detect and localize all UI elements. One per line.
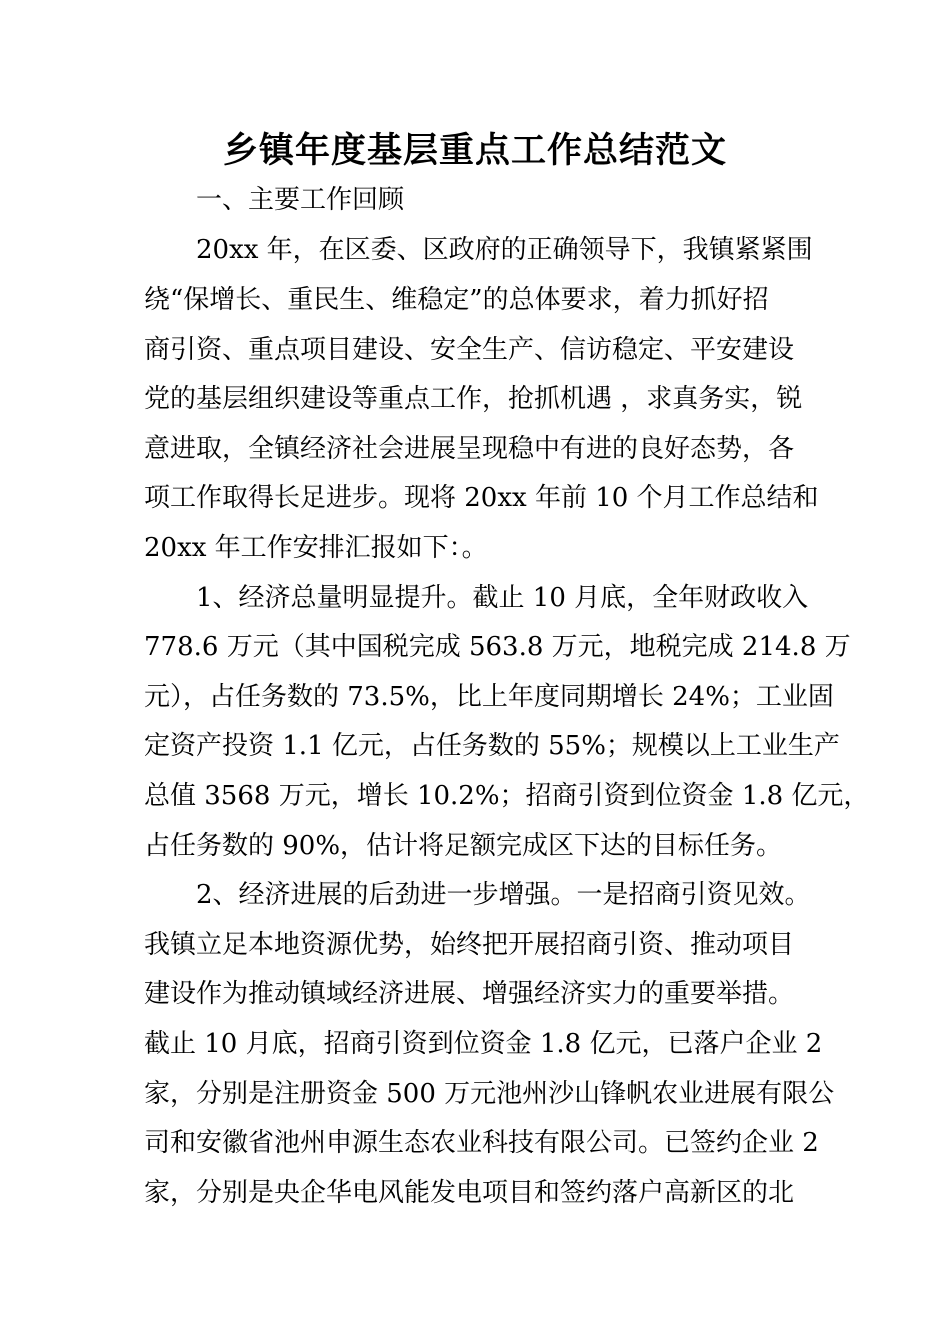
paragraph-line: 2、经济进展的后劲进一步增强。一是招商引资见效。 [196, 880, 811, 910]
section-heading: 一、主要工作回顾 [196, 185, 405, 215]
paragraph-line: 20xx 年，在区委、区政府的正确领导下，我镇紧紧围 [196, 235, 813, 265]
paragraph-line: 778.6 万元（其中国税完成 563.8 万元，地税完成 214.8 万 [144, 632, 851, 662]
paragraph-line: 建设作为推动镇域经济进展、增强经济实力的重要举措。 [144, 979, 795, 1009]
paragraph-line: 党的基层组织建设等重点工作，抢抓机遇 ，求真务实，锐 [144, 384, 803, 414]
paragraph-line: 定资产投资 1.1 亿元，占任务数的 55%；规模以上工业生产 [144, 731, 840, 761]
paragraph-line: 项工作取得长足进步。现将 20xx 年前 10 个月工作总结和 [144, 483, 819, 513]
paragraph-line: 占任务数的 90%，估计将足额完成区下达的目标任务。 [144, 831, 783, 861]
paragraph-line: 商引资、重点项目建设、安全生产、信访稳定、平安建设 [144, 335, 795, 365]
paragraph-line: 1、经济总量明显提升。截止 10 月底，全年财政收入 [196, 583, 809, 613]
paragraph-line: 20xx 年工作安排汇报如下：。 [144, 533, 488, 563]
paragraph-line: 意进取，全镇经济社会进展呈现稳中有进的良好态势，各 [144, 434, 795, 464]
paragraph-line: 总值 3568 万元，增长 10.2%；招商引资到位资金 1.8 亿元， [144, 781, 870, 811]
paragraph-line: 家，分别是央企华电风能发电项目和签约落户高新区的北 [144, 1178, 795, 1208]
document-title: 乡镇年度基层重点工作总结范文 [222, 131, 727, 171]
paragraph-line: 绕“保增长、重民生、维稳定”的总体要求，着力抓好招 [144, 285, 769, 315]
paragraph-line: 司和安徽省池州申源生态农业科技有限公司。已签约企业 2 [144, 1128, 819, 1158]
paragraph-line: 截止 10 月底，招商引资到位资金 1.8 亿元，已落户企业 2 [144, 1029, 823, 1059]
paragraph-line: 家，分别是注册资金 500 万元池州沙山锋帆农业进展有限公 [144, 1079, 835, 1109]
paragraph-line: 我镇立足本地资源优势，始终把开展招商引资、推动项目 [144, 930, 795, 960]
paragraph-line: 元），占任务数的 73.5%，比上年度同期增长 24%；工业固 [144, 682, 834, 712]
